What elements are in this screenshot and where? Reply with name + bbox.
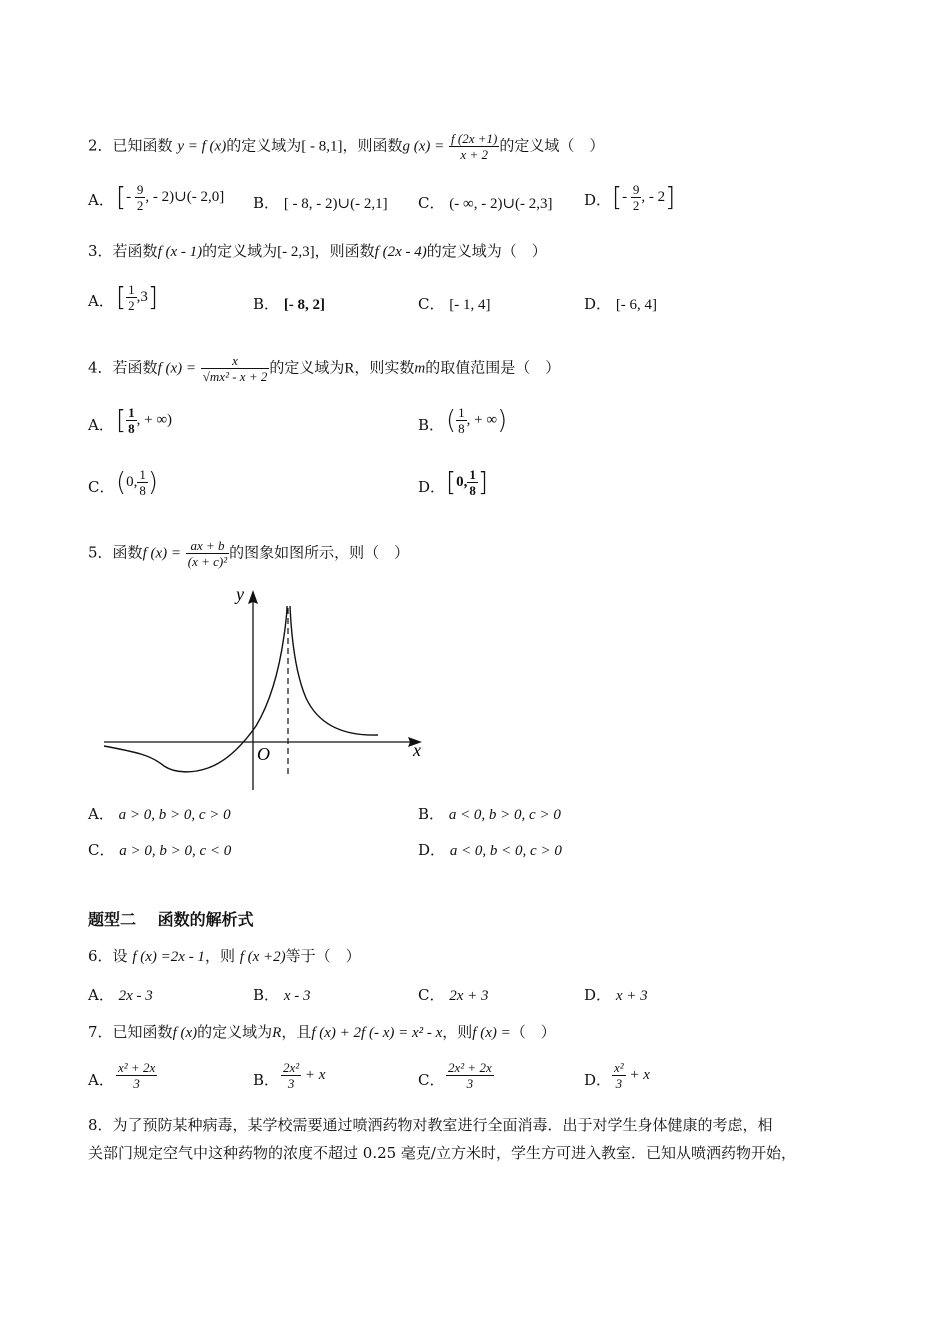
curve-right [290,606,378,735]
q4-fraction: $\frac{x}{\text{√mx² - x + 2}}$ [202,353,268,384]
q5-option-b[interactable]: B． a < 0, b > 0, c > 0 [418,805,561,823]
q2-option-a-value: [- $\frac{9}{2}$ , - 2)∪(- 2,0] [116,182,225,213]
q5-option-c[interactable]: C． a > 0, b > 0, c < 0 [88,841,232,859]
q2-option-c[interactable]: C． (- ∞, - 2)∪(- 2,3] [418,194,553,212]
q2-g-fraction: $\frac{f (2x +1)}{x + 2}$ [451,131,498,162]
q7-option-d-value: $\frac{\text{x²}}{3}$ + x [614,1060,650,1091]
q2-option-a[interactable]: A． [88,191,114,209]
q3-stem: 3．若函数f (x - 1)的定义域为[- 2,3]，则函数f (2x - 4)的定义域为（ ） [88,242,547,260]
q5-stem: 5．函数f (x) = $\frac{ax + b}{\text{(x + c)²}}$ 的图象如图所示，则（ ） [88,538,410,569]
x-label: x [413,740,421,760]
q6-option-a[interactable]: A． 2x - 3 [88,986,153,1004]
q5-fraction: $\frac{ax + b}{\text{(x + c)²}}$ [187,538,228,569]
q3-option-a[interactable]: A． [88,292,114,310]
q4-option-c[interactable]: C． [88,478,115,496]
y-axis-arrow [248,590,258,604]
q8-line-1: 8．为了预防某种病毒，某学校需要通过喷洒药物对教室进行全面消毒．出于对学生身体健康的考虑，相 [88,1116,773,1134]
q4-option-a-value: [ $\frac{1}{8}$ , + ∞) [116,405,173,436]
q6-option-d[interactable]: D． x + 3 [584,986,648,1004]
q3-option-a-value: [ $\frac{1}{2}$ ,3] [116,282,159,313]
q6-option-c[interactable]: C． 2x + 3 [418,986,489,1004]
q6-option-b[interactable]: B． x - 3 [253,986,311,1004]
q2-option-d[interactable]: D． [584,191,612,209]
q7-option-c-value: $\frac{\text{2x² + 2x}}{3}$ [448,1060,492,1091]
q4-option-d-value: [0, $\frac{1}{8}$ ] [446,467,489,498]
q5-option-a[interactable]: A． a > 0, b > 0, c > 0 [88,805,231,823]
q3-option-b[interactable]: B． [- 8, 2] [253,295,326,313]
q4-option-b[interactable]: B． [418,416,445,434]
q3-option-c[interactable]: C． [- 1, 4] [418,295,491,313]
q7-option-a[interactable]: A． [88,1071,114,1089]
q4-stem: 4．若函数f (x) = $\frac{x}{\text{√mx² - x + 2}}$ 的定义域为R，则实数m的取值范围是（ ） [88,353,561,384]
q2-option-b[interactable]: B． [ - 8, - 2)∪(- 2,1] [253,194,388,212]
q6-stem: 6．设 f (x) =2x - 1，则 f (x +2)等于（ ） [88,947,361,965]
q4-option-b-value: ( $\frac{1}{8}$ , + ∞) [446,405,508,436]
q7-option-d[interactable]: D． [584,1071,612,1089]
origin-label: O [257,744,270,764]
q8-line-2: 关部门规定空气中这种药物的浓度不超过 0.25 毫克/立方米时，学生方可进入教室．已知从喷洒药物开始， [88,1144,796,1162]
q4-option-d[interactable]: D． [418,478,446,496]
y-label: y [236,584,244,604]
q5-option-d[interactable]: D． a < 0, b < 0, c > 0 [418,841,562,859]
q4-option-a[interactable]: A． [88,416,114,434]
q7-option-b-value: $\frac{\text{2x²}}{3}$ + x [283,1060,326,1091]
q7-option-a-value: $\frac{\text{x² + 2x}}{3}$ [118,1060,156,1091]
q2-option-d-value: [- $\frac{9}{2}$ , - 2] [612,182,676,213]
q2-stem: 2．已知函数 y = f (x)的定义域为[ - 8,1]，则函数g (x) = $\frac{f (2x +1)}{x + 2}$ 的定义域（ ） [88,131,605,162]
q5-graph [96,580,436,800]
section-heading: 题型二 函数的解析式 [88,910,254,929]
q4-option-c-value: (0, $\frac{1}{8}$ ) [116,467,159,498]
q7-stem: 7．已知函数f (x)的定义域为R，且f (x) + 2f (- x) = x² - x，则f (x) =（ ） [88,1023,556,1041]
q3-option-d[interactable]: D． [- 6, 4] [584,295,658,313]
q7-option-b[interactable]: B． [253,1071,280,1089]
q7-option-c[interactable]: C． [418,1071,445,1089]
q8-paragraph [88,1111,868,1167]
